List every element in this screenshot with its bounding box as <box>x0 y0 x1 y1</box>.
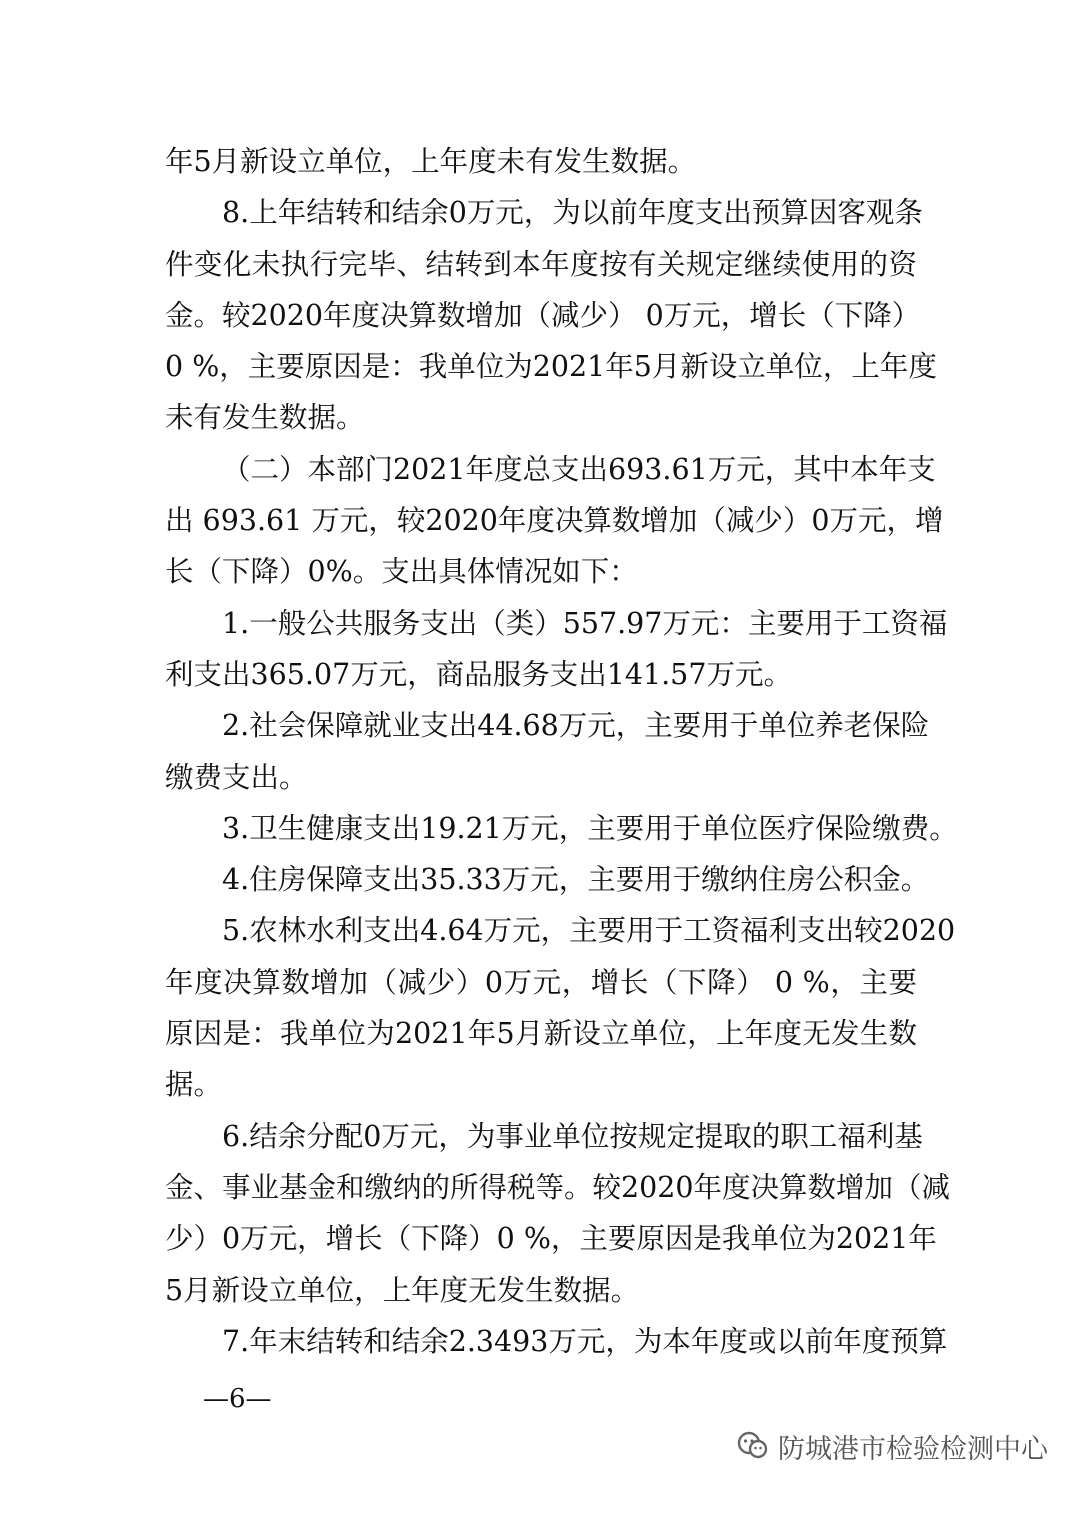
wechat-official-account-icon <box>736 1431 770 1461</box>
document-body <box>165 136 958 1367</box>
text-line: 3.卫生健康支出19.21万元，主要用于单位医疗保险缴费。 <box>222 811 958 845</box>
text-line: 出 693.61 万元，较2020年度决算数增加（减少）0万元，增 <box>165 504 944 538</box>
text-line: 年5月新设立单位，上年度未有发生数据。 <box>165 145 697 178</box>
text-line: 0 %，主要原因是：我单位为2021年5月新设立单位，上年度 <box>165 350 937 384</box>
text-line: 利支出365.07万元，商品服务支出141.57万元。 <box>165 657 792 691</box>
text-line: 金、事业基金和缴纳的所得税等。较2020年度决算数增加（减 <box>165 1170 951 1204</box>
text-line: 原因是：我单位为2021年5月新设立单位，上年度无发生数 <box>165 1017 917 1051</box>
text-line: （二）本部门2021年度总支出693.61万元，其中本年支 <box>222 452 936 486</box>
watermark <box>736 1426 1048 1466</box>
text-line: 金。较2020年度决算数增加（减少） 0万元，增长（下降） <box>165 298 921 332</box>
text-line: 1.一般公共服务支出（类）557.97万元：主要用于工资福 <box>222 606 948 640</box>
text-line: 8.上年结转和结余0万元，为以前年度支出预算因客观条 <box>222 196 923 230</box>
text-line: 少）0万元，增长（下降）0 %，主要原因是我单位为2021年 <box>165 1222 937 1256</box>
text-line: 5月新设立单位，上年度无发生数据。 <box>165 1273 640 1307</box>
text-line: 2.社会保障就业支出44.68万元，主要用于单位养老保险 <box>222 709 930 743</box>
text-line: 7.年末结转和结余2.3493万元，为本年度或以前年度预算 <box>222 1324 948 1358</box>
text-line: 件变化未执行完毕、结转到本年度按有关规定继续使用的资 <box>165 247 917 281</box>
text-line: 年度决算数增加（减少）0万元，增长（下降） 0 %，主要 <box>165 965 917 999</box>
page-number: —6— <box>203 1384 272 1414</box>
text-line: 长（下降）0%。支出具体情况如下： <box>165 555 638 589</box>
text-line: 6.结余分配0万元，为事业单位按规定提取的职工福利基 <box>222 1119 923 1153</box>
text-line: 4.住房保障支出35.33万元，主要用于缴纳住房公积金。 <box>222 863 930 897</box>
watermark-text: 防城港市检验检测中心 <box>778 1433 1048 1465</box>
text-line: 未有发生数据。 <box>165 401 365 435</box>
text-line: 缴费支出。 <box>165 760 308 794</box>
text-line: 5.农林水利支出4.64万元，主要用于工资福利支出较2020 <box>222 914 956 948</box>
text-line: 据。 <box>165 1068 223 1102</box>
